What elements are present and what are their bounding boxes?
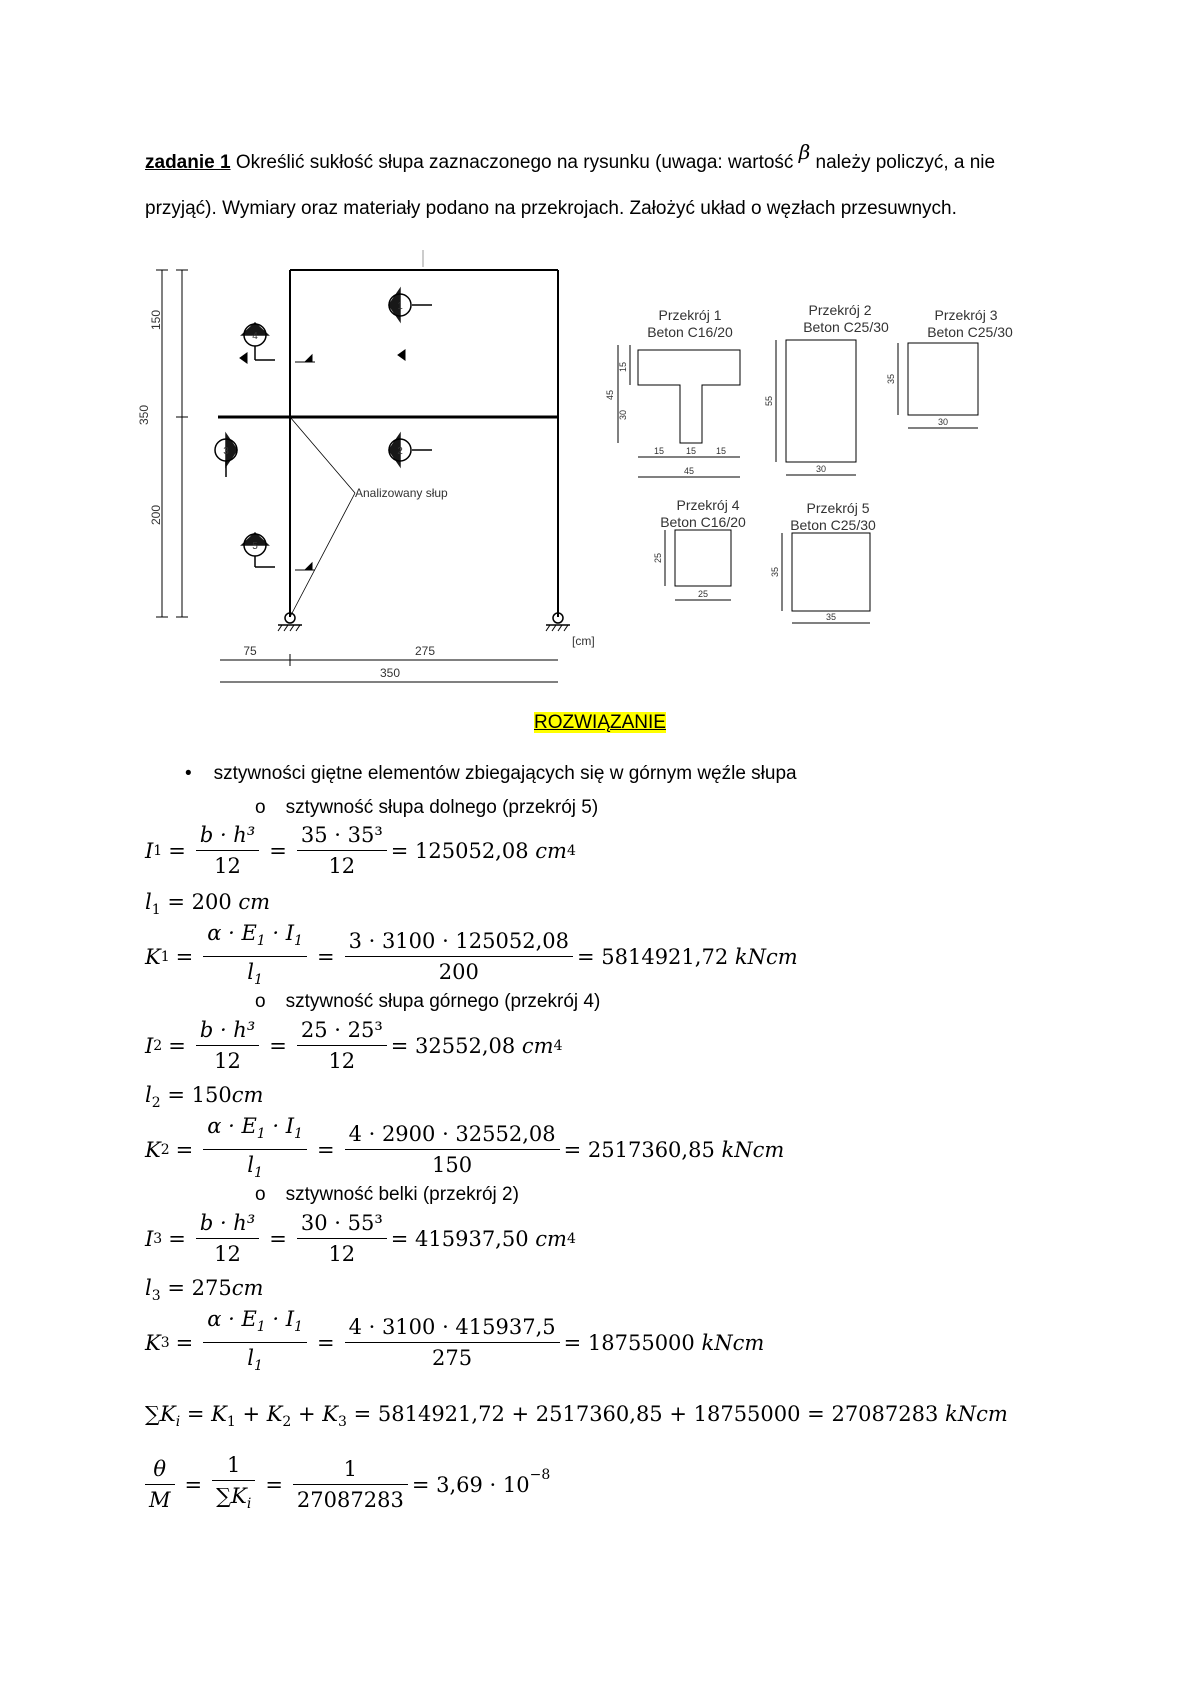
svg-text:15: 15 <box>685 446 697 456</box>
dim-350-bottom: 350 <box>379 666 401 680</box>
sub-item-2: o sztywność słupa górnego (przekrój 4) <box>255 991 601 1012</box>
sub-item-3: o sztywność belki (przekrój 2) <box>255 1184 519 1205</box>
section-1-title: Przekrój 1 <box>658 307 722 323</box>
eq-l2: $l_2 = 150cm$ <box>145 1083 264 1112</box>
sub-item-1: o sztywność słupa dolnego (przekrój 5) <box>255 797 599 818</box>
eq-K2: K 2 = $\frac{\alpha \cdot E_1 \cdot I_1}{l_1}$ = $\frac{4 \cdot 2900 \cdot 32552,08}{150}$ = 2517360,85 kNcm <box>145 1111 784 1188</box>
dim-75: 75 <box>243 644 257 658</box>
svg-text:35: 35 <box>825 612 837 622</box>
analyzed-column-label: Analizowany słup <box>355 486 448 500</box>
svg-text:45: 45 <box>605 389 615 401</box>
eq-I3: I 3 = $\frac{\text{b · h³}}{12}$ = $\frac{\text{30 · 55³}}{12}$ = 415937,50 cm 4 <box>145 1208 576 1269</box>
svg-text:30: 30 <box>937 417 949 427</box>
svg-text:15: 15 <box>715 446 727 456</box>
beta-symbol: β <box>798 140 811 164</box>
eq-I1: I 1 = $\frac{\text{b · h³}}{12}$ = $\frac{\text{35 · 35³}}{12}$ = 125052,08 cm 4 <box>145 820 576 881</box>
dim-350: 350 <box>137 404 151 426</box>
task-statement: zadanie 1 Określić sukłość słupa zaznaczonego na rysunku (uwaga: wartość β należy policzyć, a nie przyjąć). Wymiary oraz materiały podano na przekrojach. Założyć układ o węzłach przesuwnych. <box>145 140 996 219</box>
svg-text:35: 35 <box>770 566 780 578</box>
svg-text:15: 15 <box>653 446 665 456</box>
svg-text:35: 35 <box>886 373 896 385</box>
task-label: zadanie 1 <box>145 152 231 173</box>
eq-l1: $l_1 = 200$ cm <box>145 890 271 919</box>
svg-text:45: 45 <box>683 466 695 476</box>
section-mark-4: 4 <box>252 331 258 342</box>
solution-title: ROZWIĄZANIE <box>534 712 666 733</box>
eq-K3: K 3 = $\frac{\alpha \cdot E_1 \cdot I_1}{l_1}$ = $\frac{4 \cdot 3100 \cdot 415937,5}{275}$ = 18755000 kNcm <box>145 1304 764 1381</box>
frame-figure <box>137 245 1050 695</box>
section-5-title: Przekrój 5 <box>806 500 870 516</box>
section-2-title: Przekrój 2 <box>808 302 872 318</box>
svg-text:30: 30 <box>815 464 827 474</box>
eq-I2: I 2 = $\frac{\text{b · h³}}{12}$ = $\frac{\text{25 · 25³}}{12}$ = 32552,08 cm 4 <box>145 1015 563 1076</box>
dim-150: 150 <box>149 309 163 331</box>
section-mark-2: 2 <box>397 446 403 457</box>
unit-label: [cm] <box>572 634 595 648</box>
section-mark-3: 3 <box>223 446 229 457</box>
section-mark-5: 5 <box>252 541 258 552</box>
svg-text:30: 30 <box>618 409 628 421</box>
svg-text:15: 15 <box>618 361 628 373</box>
section-4-material: Beton C16/20 <box>660 514 746 530</box>
section-4-title: Przekrój 4 <box>676 497 740 513</box>
svg-text:25: 25 <box>653 552 663 564</box>
section-3-title: Przekrój 3 <box>934 307 998 323</box>
bullet-item: • sztywności giętne elementów zbiegających się w górnym węźle słupa <box>185 763 797 784</box>
section-3-material: Beton C25/30 <box>927 324 1013 340</box>
eq-sum: $\sum K_i = K_1 + K_2 + K_3 = 5814921,72 + 2517360,85 + 18755000 = 27087283$ kNcm <box>145 1402 1008 1431</box>
svg-text:25: 25 <box>697 589 709 599</box>
task-line-2: przyjąć). Wymiary oraz materiały podano na przekrojach. Założyć układ o węzłach przesuwnych. <box>145 198 957 219</box>
section-mark-1: 1 <box>397 301 403 312</box>
dim-200: 200 <box>149 504 163 526</box>
dim-275: 275 <box>414 644 436 658</box>
section-1-material: Beton C16/20 <box>647 324 733 340</box>
eq-l3: $l_3 = 275cm$ <box>145 1276 264 1305</box>
section-2-material: Beton C25/30 <box>803 319 889 335</box>
eq-theta: $\frac{\theta}{M}$ = $\frac{1}{\sum K_i}$ = $\frac{1}{27087283}$ = 3,69 · 10 $^{-8}$ <box>145 1450 550 1519</box>
svg-text:55: 55 <box>764 395 774 407</box>
eq-K1: K 1 = $\frac{\alpha \cdot E_1 \cdot I_1}{l_1}$ = $\frac{3 \cdot 3100 \cdot 125052,08}{200}$ = 5814921,72 kNcm <box>145 918 798 995</box>
section-5-material: Beton C25/30 <box>790 517 876 533</box>
